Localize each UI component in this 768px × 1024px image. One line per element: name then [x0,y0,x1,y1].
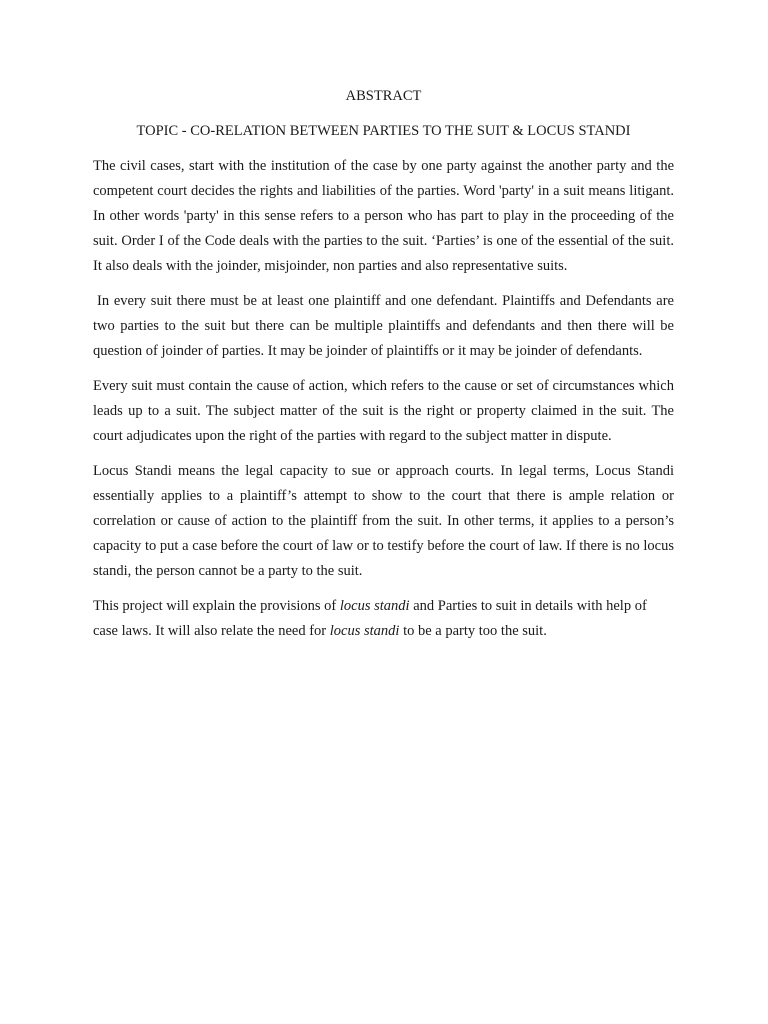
project-scope-italic-2: locus standi [329,623,400,639]
paragraph-cause-of-action: Every suit must contain the cause of action, which refers to the cause or set of circumstances which leads up to a suit. The subject matter of the suit is the right or property claimed in the suit. The court adjudicates upon the right of the parties with regard to the subject matter in dispute. [93,378,674,444]
paragraph-project-scope [93,594,674,644]
project-scope-text-2: and Parties to suit in details with help of case laws. It will also relate the need for [93,598,647,639]
project-scope-text-3: to be a party too the suit. [399,623,547,639]
paragraph-plaintiffs-defendants [93,289,674,364]
abstract-heading: ABSTRACT [345,88,422,104]
paragraph-locus-standi: Locus Standi means the legal capacity to sue or approach courts. In legal terms, Locus Standi essentially applies to a plaintiff’s attempt to show to the court that there is ample relation or correlation or cause of action to the plaintiff from the suit. In other terms, it applies to a person’s capacity to put a case before the court of law or to testify before the court of law. If there is no locus standi, the person cannot be a party to the suit. [93,463,674,579]
paragraph-plaintiffs-defendants-text: In every suit there must be at least one plaintiff and one defendant. Plaintiffs and Defendants are two parties to the suit but there can be multiple plaintiffs and defendants and then there will be question of joinder of parties. It may be joinder of plaintiffs or it may be joinder of defendants. [93,293,674,359]
project-scope-text-1: This project will explain the provisions of [93,598,340,614]
topic-heading: TOPIC - CO-RELATION BETWEEN PARTIES TO THE SUIT & LOCUS STANDI [136,123,631,139]
document-page [93,86,674,654]
project-scope-italic-1: locus standi [339,598,410,614]
paragraph-parties-intro: The civil cases, start with the institution of the case by one party against the another party and the competent court decides the rights and liabilities of the parties. Word 'party' in a suit means litigant. In other words 'party' in this sense refers to a person who has part to play in the proceeding of the suit. Order I of the Code deals with the parties to the suit. ‘Parties’ is one of the essential of the suit. It also deals with the joinder, misjoinder, non parties and also representative suits. [93,158,674,274]
